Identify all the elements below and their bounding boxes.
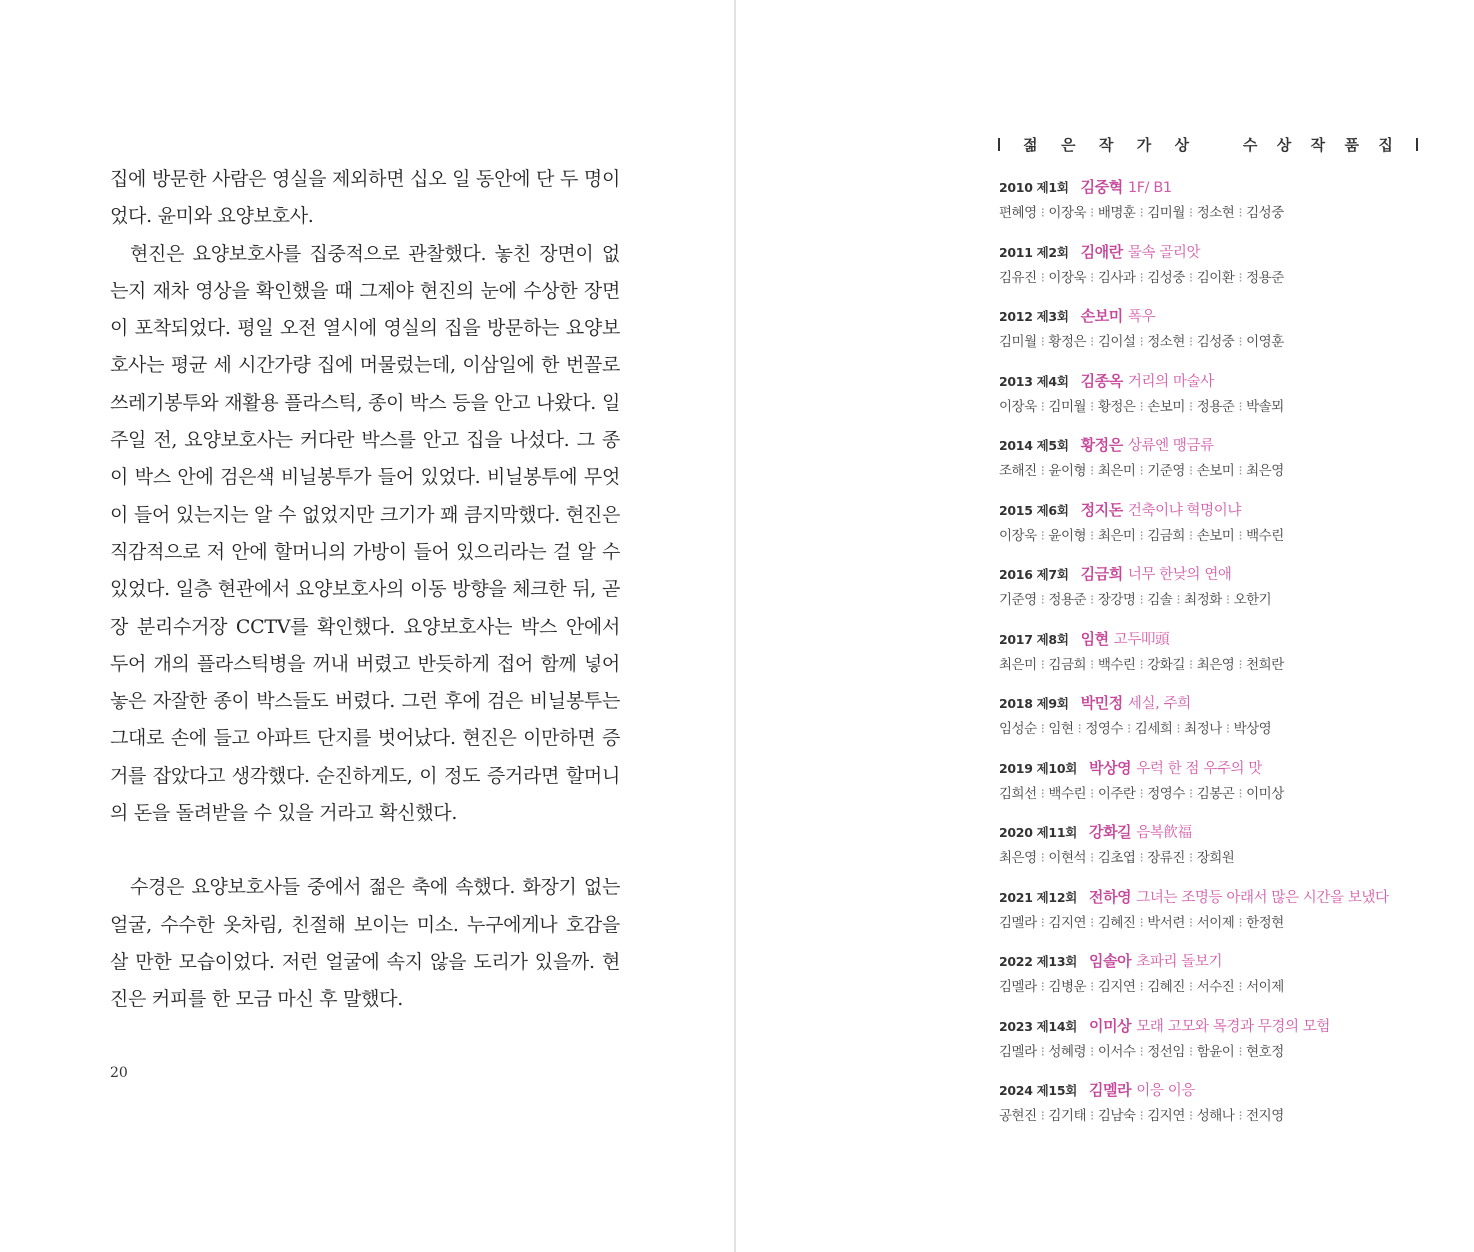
separator-glyph: ⁝ bbox=[1139, 1043, 1144, 1060]
separator-glyph: ⁝ bbox=[1139, 850, 1144, 866]
separator-glyph: ⁝ bbox=[1139, 334, 1144, 350]
award-entry bbox=[999, 370, 1429, 435]
award-year-round: 2015 제6회 bbox=[999, 502, 1069, 518]
separator-glyph: ⁝ bbox=[1188, 979, 1193, 995]
award-year-round: 2017 제8회 bbox=[999, 631, 1069, 647]
award-judges bbox=[999, 330, 1429, 350]
award-winner: 손보미 bbox=[1080, 307, 1123, 325]
separator-glyph: ⁝ bbox=[1238, 914, 1243, 931]
separator-glyph: ⁝ bbox=[1139, 979, 1144, 995]
separator-glyph: ⁝ bbox=[1040, 592, 1045, 608]
judge-name: 편혜영 bbox=[999, 205, 1037, 221]
judge-name: 배명훈 bbox=[1097, 205, 1136, 221]
separator-glyph: ⁝ bbox=[1077, 721, 1082, 737]
page-number: 20 bbox=[110, 1065, 128, 1081]
header-char: 품 bbox=[1344, 135, 1359, 154]
award-list bbox=[999, 176, 1429, 1144]
judge-name: 김지연 bbox=[1097, 979, 1136, 995]
award-headline bbox=[999, 1079, 1429, 1101]
separator-glyph: ⁝ bbox=[1188, 914, 1193, 931]
award-judges bbox=[999, 975, 1429, 995]
separator-glyph: ⁝ bbox=[1040, 527, 1045, 544]
judge-name: 김미월 bbox=[1147, 205, 1185, 221]
paragraph-3: 수경은 요양보호사들 중에서 젊은 축에 속했다. 화장기 없는 얼굴, 수수한 옷차림, 친절해 보이는 미소. 누구에게나 호감을 살 만한 모습이었다. 저런 얼굴에 속지 않을 도리가 있을까. 현진은 커피를 한 모금 마신 후 말했다. bbox=[110, 876, 620, 1011]
header-char: 집 bbox=[1378, 135, 1393, 154]
judge-name: 김미월 bbox=[999, 334, 1037, 350]
award-year-round: 2013 제4회 bbox=[999, 373, 1069, 389]
award-winner: 황정은 bbox=[1080, 436, 1123, 454]
header-char: 작 bbox=[1310, 135, 1326, 154]
separator-glyph: ⁝ bbox=[1188, 205, 1193, 221]
award-winner: 박상영 bbox=[1089, 758, 1132, 777]
separator-glyph: ⁝ bbox=[1139, 463, 1144, 479]
award-entry bbox=[999, 757, 1429, 822]
award-entry bbox=[999, 305, 1429, 370]
award-work-title: 세실, 주희 bbox=[1127, 696, 1191, 712]
header-left-bar bbox=[998, 138, 1000, 151]
running-header bbox=[998, 133, 1418, 155]
judge-name: 정용준 bbox=[1196, 398, 1235, 415]
separator-glyph: ⁝ bbox=[1188, 785, 1193, 802]
header-char: 젊 bbox=[1023, 135, 1038, 154]
judge-name: 김성중 bbox=[1196, 334, 1235, 350]
judge-name: 이서수 bbox=[1097, 1043, 1136, 1060]
judge-name: 천희란 bbox=[1246, 656, 1284, 673]
separator-glyph: ⁝ bbox=[1090, 205, 1094, 221]
judge-name: 김멜라 bbox=[999, 979, 1037, 995]
judge-name: 윤이형 bbox=[1048, 463, 1087, 479]
award-year-round: 2012 제3회 bbox=[999, 309, 1069, 324]
separator-glyph: ⁝ bbox=[1139, 205, 1144, 221]
header-right-bar bbox=[1416, 138, 1418, 151]
paragraph-1: 집에 방문한 사람은 영실을 제외하면 십오 일 동안에 단 두 명이었다. 윤미와 요양보호사. bbox=[110, 168, 620, 228]
judge-name: 오한기 bbox=[1233, 592, 1272, 608]
judge-name: 김지연 bbox=[1147, 1108, 1185, 1124]
separator-glyph: ⁝ bbox=[1176, 592, 1181, 608]
judge-name: 장희원 bbox=[1196, 850, 1235, 866]
separator-glyph: ⁝ bbox=[1238, 979, 1243, 995]
award-headline bbox=[999, 499, 1429, 521]
separator-glyph: ⁝ bbox=[1188, 850, 1193, 866]
award-entry bbox=[999, 628, 1429, 693]
award-judges bbox=[999, 1104, 1429, 1124]
judge-name: 조해진 bbox=[999, 463, 1037, 479]
judge-name: 황정은 bbox=[1048, 334, 1087, 350]
award-entry bbox=[999, 499, 1429, 564]
award-winner: 정지돈 bbox=[1080, 500, 1123, 519]
judge-name: 손보미 bbox=[1147, 398, 1185, 415]
award-entry bbox=[999, 821, 1429, 886]
award-winner: 김금희 bbox=[1080, 565, 1123, 583]
judge-name: 최은미 bbox=[999, 656, 1037, 673]
separator-glyph: ⁝ bbox=[1090, 656, 1094, 673]
header-char: 상 bbox=[1174, 135, 1190, 154]
separator-glyph: ⁝ bbox=[1139, 656, 1144, 673]
judge-name: 김멜라 bbox=[999, 914, 1037, 931]
award-headline bbox=[999, 370, 1429, 392]
award-headline bbox=[999, 628, 1429, 650]
award-entry bbox=[999, 434, 1429, 499]
header-char: 가 bbox=[1136, 135, 1152, 154]
separator-glyph: ⁝ bbox=[1090, 914, 1094, 931]
header-char: 작 bbox=[1098, 135, 1114, 154]
award-winner: 김중혁 bbox=[1080, 178, 1123, 196]
award-judges bbox=[999, 524, 1429, 544]
separator-glyph: ⁝ bbox=[1090, 463, 1094, 479]
award-entry bbox=[999, 950, 1429, 1015]
separator-glyph: ⁝ bbox=[1188, 656, 1193, 673]
award-entry bbox=[999, 1079, 1429, 1144]
judge-name: 임현 bbox=[1048, 721, 1074, 737]
separator-glyph: ⁝ bbox=[1238, 1108, 1243, 1124]
header-char: 상 bbox=[1276, 135, 1292, 154]
separator-glyph: ⁝ bbox=[1040, 205, 1045, 221]
award-entry bbox=[999, 563, 1429, 628]
separator-glyph: ⁝ bbox=[1225, 721, 1230, 737]
judge-name: 최은미 bbox=[1097, 463, 1136, 479]
award-headline bbox=[999, 886, 1429, 908]
award-headline bbox=[999, 821, 1429, 843]
judge-name: 정영수 bbox=[1147, 785, 1185, 802]
header-char: 수 bbox=[1242, 135, 1258, 154]
award-entry bbox=[999, 176, 1429, 241]
separator-glyph: ⁝ bbox=[1139, 269, 1144, 286]
award-judges bbox=[999, 653, 1429, 673]
judge-name: 서수진 bbox=[1196, 979, 1235, 995]
separator-glyph: ⁝ bbox=[1040, 334, 1045, 350]
award-headline bbox=[999, 241, 1429, 263]
judge-name: 최은영 bbox=[999, 850, 1037, 866]
judge-name: 최은영 bbox=[1246, 463, 1284, 479]
separator-glyph: ⁝ bbox=[1139, 785, 1144, 802]
award-work-title: 모래 고모와 목경과 무경의 모험 bbox=[1136, 1018, 1331, 1035]
separator-glyph: ⁝ bbox=[1040, 269, 1045, 286]
judge-name: 황정은 bbox=[1097, 398, 1136, 415]
judge-name: 김초엽 bbox=[1097, 850, 1136, 866]
award-year-round: 2016 제7회 bbox=[999, 567, 1069, 582]
judge-name: 서이제 bbox=[1246, 979, 1284, 995]
header-part-1 bbox=[1023, 134, 1189, 155]
header-char: 은 bbox=[1061, 135, 1076, 154]
award-work-title: 이응 이응 bbox=[1136, 1083, 1195, 1099]
award-headline bbox=[999, 176, 1429, 198]
award-judges bbox=[999, 1040, 1429, 1060]
judge-name: 박상영 bbox=[1233, 721, 1272, 737]
award-winner: 임현 bbox=[1080, 629, 1109, 648]
award-headline bbox=[999, 757, 1429, 779]
judge-name: 정영수 bbox=[1085, 721, 1123, 737]
award-headline bbox=[999, 563, 1429, 585]
separator-glyph: ⁝ bbox=[1090, 527, 1094, 544]
award-judges bbox=[999, 266, 1429, 286]
paragraph-2: 현진은 요양보호사를 집중적으로 관찰했다. 놓친 장면이 없는지 재차 영상을 확인했을 때 그제야 현진의 눈에 수상한 장면이 포착되었다. 평일 오전 열시에 영실의 집을 방문하는 요양보호사는 평균 세 시간가량 집에 머물렀는데, 이삼일에 한 번꼴로 쓰레기봉투와 재활용 플라스틱, 종이 박스 등을 안고 나왔다. 일주일 전, 요양보호사는 커다란 박스를 안고 집을 나섰다. 그 종이 박스 안에 검은색 비닐봉투가 들어 있었다. 비닐봉투에 무엇이 들어 있는지는 알 수 없었지만 크기가 꽤 큼지막했다. 현진은 직감적으로 저 안에 할머니의 가방이 들어 있으리라는 걸 알 수 있었다. 일층 현관에서 요양보호사의 이동 방향을 체크한 뒤, 곧장 분리수거장 CCTV를 확인했다. 요양보호사는 박스 안에서 두어 개의 플라스틱병을 꺼내 버렸고 반듯하게 접어 함께 넣어놓은 자잘한 종이 박스들도 버렸다. 그런 후에 검은 비닐봉투는 그대로 손에 들고 아파트 단지를 벗어났다. 현진은 이만하면 증거를 잡았다고 생각했다. 순진하게도, 이 정도 증거라면 할머니의 돈을 돌려받을 수 있을 거라고 확신했다. bbox=[110, 242, 620, 825]
judge-name: 김세희 bbox=[1134, 721, 1173, 737]
judge-name: 정선임 bbox=[1147, 1043, 1185, 1060]
judge-name: 함윤이 bbox=[1196, 1043, 1235, 1060]
judge-name: 이주란 bbox=[1097, 785, 1136, 802]
separator-glyph: ⁝ bbox=[1176, 721, 1181, 737]
award-winner: 김종옥 bbox=[1080, 371, 1123, 390]
award-entry bbox=[999, 1015, 1429, 1080]
separator-glyph: ⁝ bbox=[1188, 334, 1193, 350]
judge-name: 김이설 bbox=[1097, 334, 1136, 350]
separator-glyph: ⁝ bbox=[1040, 1043, 1045, 1060]
separator-glyph: ⁝ bbox=[1238, 334, 1243, 350]
judge-name: 김성중 bbox=[1147, 269, 1185, 286]
award-year-round: 2010 제1회 bbox=[999, 180, 1069, 195]
separator-glyph: ⁝ bbox=[1188, 398, 1193, 415]
separator-glyph: ⁝ bbox=[1040, 463, 1045, 479]
award-work-title: 우럭 한 점 우주의 맛 bbox=[1136, 760, 1262, 777]
judge-name: 김남숙 bbox=[1097, 1108, 1136, 1124]
award-judges bbox=[999, 846, 1429, 866]
judge-name: 장강명 bbox=[1097, 592, 1136, 608]
separator-glyph: ⁝ bbox=[1126, 721, 1131, 737]
judge-name: 백수린 bbox=[1246, 527, 1284, 544]
separator-glyph: ⁝ bbox=[1040, 656, 1045, 673]
separator-glyph: ⁝ bbox=[1090, 334, 1094, 350]
judge-name: 임성순 bbox=[999, 721, 1037, 737]
award-work-title: 고두叩頭 bbox=[1113, 631, 1170, 648]
award-judges bbox=[999, 911, 1429, 931]
left-page bbox=[0, 0, 734, 1252]
award-work-title: 그녀는 조명등 아래서 많은 시간을 보냈다 bbox=[1136, 889, 1389, 906]
separator-glyph: ⁝ bbox=[1040, 979, 1045, 995]
judge-name: 백수린 bbox=[1097, 656, 1136, 673]
judge-name: 김금희 bbox=[1048, 656, 1087, 673]
award-work-title: 상류엔 맹금류 bbox=[1127, 438, 1214, 454]
header-part-2 bbox=[1243, 134, 1393, 155]
judge-name: 김이환 bbox=[1196, 269, 1235, 286]
award-work-title: 건축이냐 혁명이냐 bbox=[1127, 502, 1241, 519]
judge-name: 윤이형 bbox=[1048, 527, 1087, 544]
separator-glyph: ⁝ bbox=[1188, 463, 1193, 479]
separator-glyph: ⁝ bbox=[1238, 527, 1243, 544]
judge-name: 정용준 bbox=[1246, 269, 1284, 286]
judge-name: 이영훈 bbox=[1246, 334, 1284, 350]
award-winner: 이미상 bbox=[1089, 1016, 1132, 1035]
award-work-title: 1F/ B1 bbox=[1127, 180, 1172, 196]
separator-glyph: ⁝ bbox=[1225, 592, 1230, 608]
judge-name: 성해나 bbox=[1196, 1108, 1235, 1124]
separator-glyph: ⁝ bbox=[1139, 1108, 1144, 1124]
judge-name: 김봉곤 bbox=[1196, 785, 1235, 802]
judge-name: 최은영 bbox=[1196, 656, 1235, 673]
award-entry bbox=[999, 886, 1429, 951]
separator-glyph: ⁝ bbox=[1090, 850, 1094, 866]
judge-name: 김멜라 bbox=[999, 1043, 1037, 1060]
judge-name: 이현석 bbox=[1048, 850, 1087, 866]
judge-name: 김유진 bbox=[999, 269, 1037, 286]
judge-name: 현호정 bbox=[1246, 1043, 1284, 1060]
separator-glyph: ⁝ bbox=[1188, 269, 1193, 286]
award-winner: 김멜라 bbox=[1089, 1081, 1132, 1099]
judge-name: 정소현 bbox=[1196, 205, 1235, 221]
award-judges bbox=[999, 201, 1429, 221]
separator-glyph: ⁝ bbox=[1238, 656, 1243, 673]
award-judges bbox=[999, 395, 1429, 415]
award-entry bbox=[999, 692, 1429, 757]
judge-name: 이장욱 bbox=[999, 398, 1037, 415]
judge-name: 박서련 bbox=[1147, 914, 1185, 931]
judge-name: 김희선 bbox=[999, 785, 1037, 802]
judge-name: 전지영 bbox=[1246, 1108, 1284, 1124]
judge-name: 김사과 bbox=[1097, 269, 1136, 286]
separator-glyph: ⁝ bbox=[1139, 527, 1144, 544]
judge-name: 성혜령 bbox=[1048, 1043, 1087, 1060]
award-headline bbox=[999, 1015, 1429, 1037]
separator-glyph: ⁝ bbox=[1238, 269, 1243, 286]
separator-glyph: ⁝ bbox=[1040, 914, 1045, 931]
award-year-round: 2011 제2회 bbox=[999, 244, 1069, 260]
separator-glyph: ⁝ bbox=[1040, 1108, 1045, 1124]
separator-glyph: ⁝ bbox=[1188, 1043, 1193, 1060]
award-work-title: 폭우 bbox=[1127, 309, 1156, 325]
separator-glyph: ⁝ bbox=[1090, 1043, 1094, 1060]
separator-glyph: ⁝ bbox=[1238, 785, 1243, 802]
separator-glyph: ⁝ bbox=[1139, 592, 1144, 608]
judge-name: 정소현 bbox=[1147, 334, 1185, 350]
separator-glyph: ⁝ bbox=[1090, 592, 1094, 608]
award-year-round: 2021 제12회 bbox=[999, 889, 1077, 905]
award-headline bbox=[999, 950, 1429, 972]
award-winner: 임솔아 bbox=[1089, 952, 1132, 970]
judge-name: 김병운 bbox=[1048, 979, 1087, 995]
award-year-round: 2018 제9회 bbox=[999, 696, 1069, 711]
judge-name: 서이제 bbox=[1196, 914, 1235, 931]
judge-name: 이장욱 bbox=[1048, 205, 1087, 221]
award-judges bbox=[999, 782, 1429, 802]
separator-glyph: ⁝ bbox=[1139, 914, 1144, 931]
judge-name: 김성중 bbox=[1246, 205, 1284, 221]
judge-name: 손보미 bbox=[1196, 527, 1235, 544]
award-winner: 전하영 bbox=[1089, 887, 1132, 906]
separator-glyph: ⁝ bbox=[1238, 1043, 1243, 1060]
separator-glyph: ⁝ bbox=[1090, 979, 1094, 995]
award-headline bbox=[999, 434, 1429, 456]
award-year-round: 2024 제15회 bbox=[999, 1083, 1077, 1098]
judge-name: 김혜진 bbox=[1097, 914, 1136, 931]
judge-name: 김미월 bbox=[1048, 398, 1087, 415]
award-year-round: 2022 제13회 bbox=[999, 954, 1077, 969]
judge-name: 박솔뫼 bbox=[1246, 398, 1284, 415]
separator-glyph: ⁝ bbox=[1040, 398, 1045, 415]
judge-name: 이미상 bbox=[1246, 785, 1284, 802]
award-judges bbox=[999, 459, 1429, 479]
award-year-round: 2014 제5회 bbox=[999, 438, 1069, 453]
award-winner: 김애란 bbox=[1080, 242, 1123, 261]
separator-glyph: ⁝ bbox=[1040, 785, 1045, 802]
judge-name: 김금희 bbox=[1147, 527, 1185, 544]
award-headline bbox=[999, 305, 1429, 327]
judge-name: 김지연 bbox=[1048, 914, 1087, 931]
judge-name: 공현진 bbox=[999, 1108, 1037, 1124]
right-page bbox=[736, 0, 1474, 1252]
award-work-title: 음복飮福 bbox=[1136, 825, 1192, 841]
award-headline bbox=[999, 692, 1429, 714]
award-work-title: 너무 한낮의 연애 bbox=[1127, 567, 1232, 583]
judge-name: 최정화 bbox=[1184, 592, 1222, 608]
judge-name: 기준영 bbox=[1147, 463, 1185, 479]
separator-glyph: ⁝ bbox=[1090, 785, 1094, 802]
separator-glyph: ⁝ bbox=[1188, 1108, 1193, 1124]
body-text bbox=[110, 161, 620, 1019]
judge-name: 김기태 bbox=[1048, 1108, 1087, 1124]
judge-name: 장류진 bbox=[1147, 850, 1185, 866]
judge-name: 기준영 bbox=[999, 592, 1037, 608]
judge-name: 김솔 bbox=[1147, 592, 1173, 608]
judge-name: 한정현 bbox=[1246, 914, 1284, 931]
award-work-title: 물속 골리앗 bbox=[1127, 244, 1201, 261]
award-winner: 강화길 bbox=[1089, 823, 1132, 841]
award-year-round: 2020 제11회 bbox=[999, 825, 1077, 840]
award-judges bbox=[999, 717, 1429, 737]
separator-glyph: ⁝ bbox=[1238, 205, 1243, 221]
separator-glyph: ⁝ bbox=[1090, 398, 1094, 415]
judge-name: 강화길 bbox=[1147, 656, 1185, 673]
separator-glyph: ⁝ bbox=[1238, 463, 1243, 479]
judge-name: 손보미 bbox=[1196, 463, 1235, 479]
award-work-title: 거리의 마술사 bbox=[1127, 373, 1214, 390]
separator-glyph: ⁝ bbox=[1238, 398, 1243, 415]
separator-glyph: ⁝ bbox=[1090, 269, 1094, 286]
judge-name: 최정나 bbox=[1184, 721, 1222, 737]
judge-name: 이장욱 bbox=[1048, 269, 1087, 286]
separator-glyph: ⁝ bbox=[1040, 721, 1045, 737]
award-work-title: 초파리 돌보기 bbox=[1136, 954, 1223, 970]
judge-name: 정용준 bbox=[1048, 592, 1087, 608]
separator-glyph: ⁝ bbox=[1188, 527, 1193, 544]
award-judges bbox=[999, 588, 1429, 608]
separator-glyph: ⁝ bbox=[1139, 398, 1144, 415]
judge-name: 김혜진 bbox=[1147, 979, 1185, 995]
judge-name: 백수린 bbox=[1048, 785, 1087, 802]
separator-glyph: ⁝ bbox=[1090, 1108, 1094, 1124]
award-winner: 박민정 bbox=[1080, 694, 1123, 712]
judge-name: 최은미 bbox=[1097, 527, 1136, 544]
separator-glyph: ⁝ bbox=[1040, 850, 1045, 866]
award-year-round: 2023 제14회 bbox=[999, 1018, 1077, 1034]
judge-name: 이장욱 bbox=[999, 527, 1037, 544]
award-entry bbox=[999, 241, 1429, 306]
award-year-round: 2019 제10회 bbox=[999, 760, 1077, 776]
